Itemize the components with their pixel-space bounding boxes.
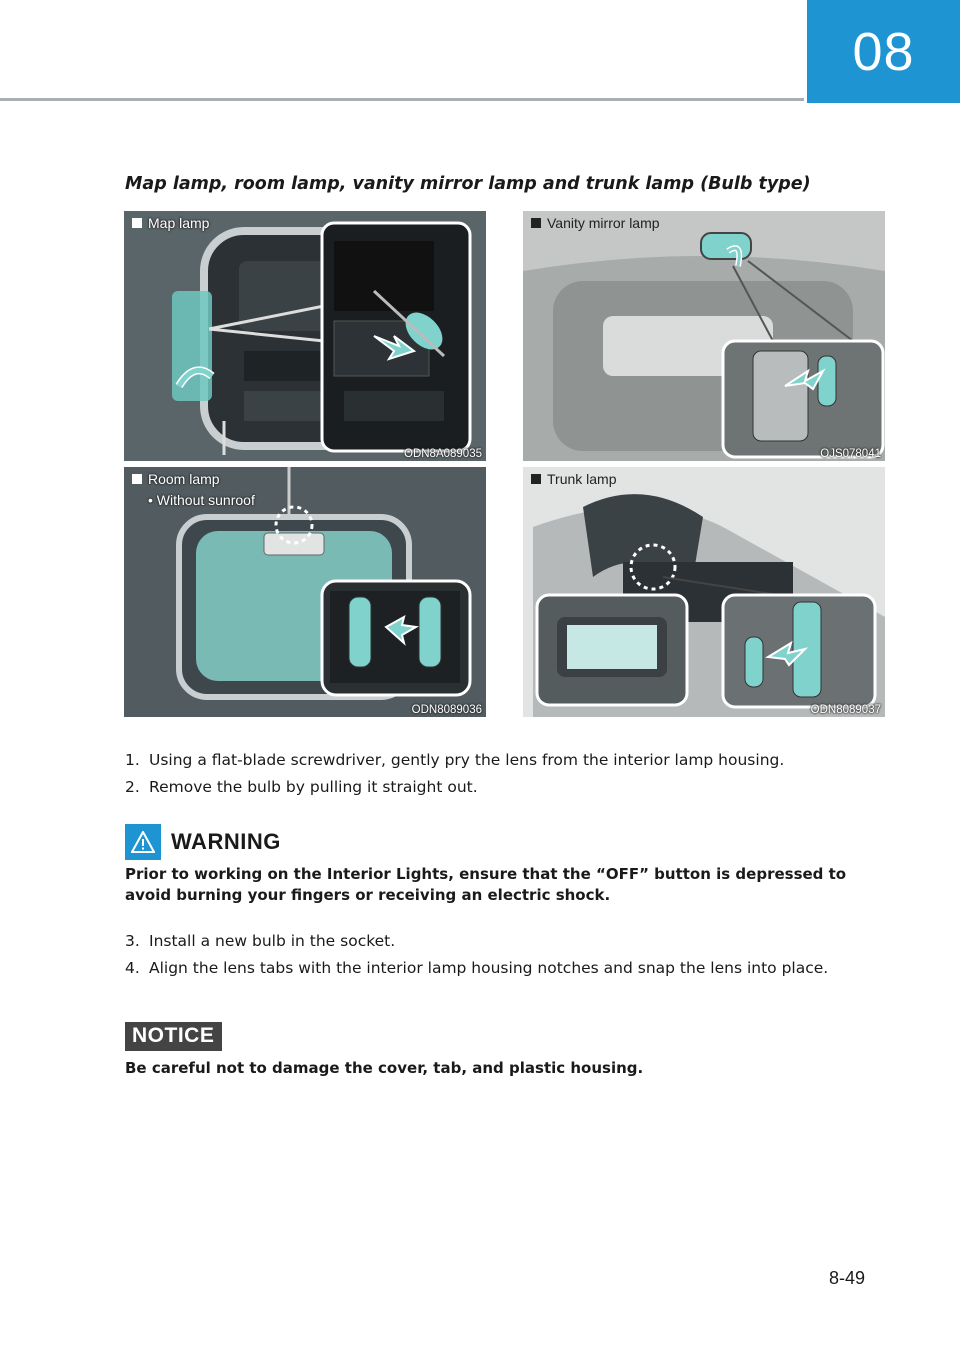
step-number: 1. <box>125 751 140 769</box>
warning-heading <box>125 824 281 860</box>
list-item <box>125 930 865 952</box>
figure-caption <box>132 215 209 231</box>
step-number: 3. <box>125 932 140 950</box>
caption-text: Map lamp <box>148 215 210 231</box>
steps-list-a <box>125 749 865 803</box>
header-rule <box>0 98 804 101</box>
notice-label: NOTICE <box>125 1022 222 1051</box>
map-lamp-illustration <box>124 211 486 461</box>
page-number: 8-49 <box>829 1268 866 1288</box>
warning-icon <box>125 824 161 860</box>
warning-text: Prior to working on the Interior Lights, ensure that the “OFF” button is depressed to avoid burning your fingers or receiving an electric shock. <box>125 865 847 904</box>
section-title: Map lamp, room lamp, vanity mirror lamp and trunk lamp (Bulb type) <box>125 174 811 194</box>
step-text: Align the lens tabs with the interior lamp housing notches and snap the lens into place. <box>149 959 829 977</box>
step-number: 4. <box>125 959 140 977</box>
steps-list-b <box>125 930 865 984</box>
trunk-lamp-illustration <box>523 467 885 717</box>
figure-code: OJS078041 <box>820 448 881 460</box>
figure-code: ODN8A089035 <box>404 448 482 460</box>
figure-trunk-lamp <box>523 467 885 717</box>
step-text: Remove the bulb by pulling it straight out. <box>149 778 478 796</box>
notice-text: Be careful not to damage the cover, tab, and plastic housing. <box>125 1059 644 1077</box>
list-item <box>125 749 865 771</box>
vanity-lamp-illustration <box>523 211 885 461</box>
step-number: 2. <box>125 778 140 796</box>
bullet-square-icon <box>132 218 142 228</box>
figure-room-lamp <box>124 467 486 717</box>
caption-text: Vanity mirror lamp <box>547 215 660 231</box>
step-text: Install a new bulb in the socket. <box>149 932 396 950</box>
bullet-square-icon <box>531 474 541 484</box>
figure-subcaption: • Without sunroof <box>148 492 255 508</box>
caption-text: Trunk lamp <box>547 471 617 487</box>
figure-vanity-mirror-lamp <box>523 211 885 461</box>
list-item <box>125 957 865 979</box>
bullet-square-icon <box>531 218 541 228</box>
figure-map-lamp <box>124 211 486 461</box>
figure-code: ODN8089037 <box>810 704 881 716</box>
list-item <box>125 776 865 798</box>
warning-label: WARNING <box>171 829 281 854</box>
caption-text: Room lamp <box>148 471 220 487</box>
figure-caption <box>531 471 617 487</box>
figure-code: ODN8089036 <box>411 704 482 716</box>
chapter-tab: 08 <box>807 0 960 103</box>
bullet-square-icon <box>132 474 142 484</box>
step-text: Using a flat-blade screwdriver, gently pry the lens from the interior lamp housing. <box>149 751 785 769</box>
figure-caption <box>531 215 660 231</box>
figure-caption <box>132 471 220 487</box>
